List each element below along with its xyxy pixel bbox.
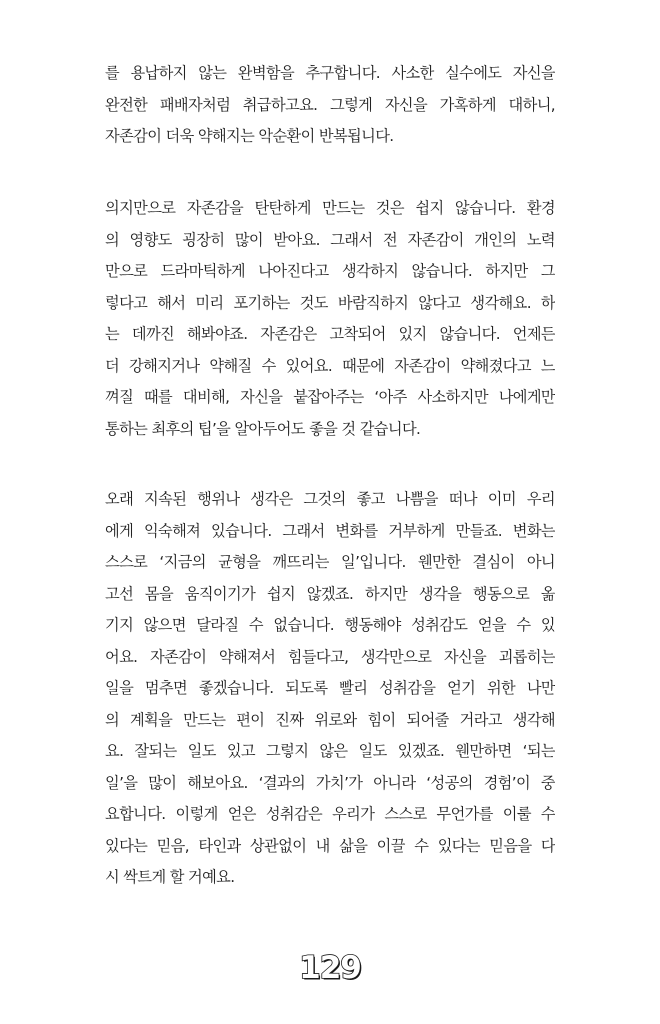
text-line: 고선 몸을 움직이기가 쉽지 않겠죠. 하지만 생각을 행동으로 옮: [105, 584, 555, 603]
text-line: 에게 익숙해져 있습니다. 그래서 변화를 거부하게 만들죠. 변화는: [105, 521, 555, 540]
text-line: 는 데까진 해봐야죠. 자존감은 고착되어 있지 않습니다. 언제든: [105, 325, 555, 343]
text-line: 를 용납하지 않는 완벽함을 추구합니다. 사소한 실수에도 자신을: [105, 64, 555, 82]
text-line: 의 영향도 굉장히 많이 받아요. 그래서 전 자존감이 개인의 노력: [105, 230, 555, 249]
text-line: 통하는 최후의 팁’을 알아두어도 좋을 것 같습니다.: [105, 419, 421, 438]
paragraph-1: [105, 58, 555, 153]
text-line: 있다는 믿음, 타인과 상관없이 내 삶을 이끌 수 있다는 믿음을 다: [105, 836, 555, 855]
text-line: 의 계획을 만드는 편이 진짜 위로와 힘이 되어줄 거라고 생각해: [105, 710, 555, 729]
text-line: 일’을 많이 해보아요. ‘결과의 가치’가 아니라 ‘성공의 경험’이 중: [105, 773, 555, 792]
text-line: 시 싹트게 할 거예요.: [105, 868, 235, 886]
paragraph-3: [105, 484, 555, 894]
text-line: 렇다고 해서 미리 포기하는 것도 바람직하지 않다고 생각해요. 하: [105, 293, 555, 312]
text-line: 더 강해지거나 약해질 수 있어요. 때문에 자존감이 약해졌다고 느: [105, 356, 555, 375]
text-line: 오래 지속된 행위나 생각은 그것의 좋고 나쁨을 떠나 이미 우리: [105, 490, 555, 508]
text-line: 만으로 드라마틱하게 나아진다고 생각하지 않습니다. 하지만 그: [105, 262, 555, 280]
text-line: 완전한 패배자처럼 취급하고요. 그렇게 자신을 가혹하게 대하니,: [105, 95, 555, 114]
paragraph-2: [105, 193, 555, 445]
text-line: 스스로 ‘지금의 균형을 깨뜨리는 일’입니다. 웬만한 결심이 아니: [105, 553, 555, 571]
page-number: 129: [299, 950, 361, 986]
text-line: 의지만으로 자존감을 탄탄하게 만드는 것은 쉽지 않습니다. 환경: [105, 199, 555, 217]
text-line: 껴질 때를 대비해, 자신을 붙잡아주는 ‘아주 사소하지만 나에게만: [105, 388, 555, 406]
text-line: 자존감이 더욱 약해지는 악순환이 반복됩니다.: [105, 127, 394, 145]
text-line: 일을 멈추면 좋겠습니다. 되도록 빨리 성취감을 얻기 위한 나만: [105, 679, 555, 697]
text-line: 요합니다. 이렇게 얻은 성취감은 우리가 스스로 무언가를 이룰 수: [105, 805, 555, 823]
text-line: 기지 않으면 달라질 수 없습니다. 행동해야 성취감도 얻을 수 있: [105, 616, 555, 634]
text-line: 어요. 자존감이 약해져서 힘들다고, 생각만으로 자신을 괴롭히는: [105, 647, 555, 666]
text-line: 요. 잘되는 일도 있고 그렇지 않은 일도 있겠죠. 웬만하면 ‘되는: [105, 742, 555, 760]
